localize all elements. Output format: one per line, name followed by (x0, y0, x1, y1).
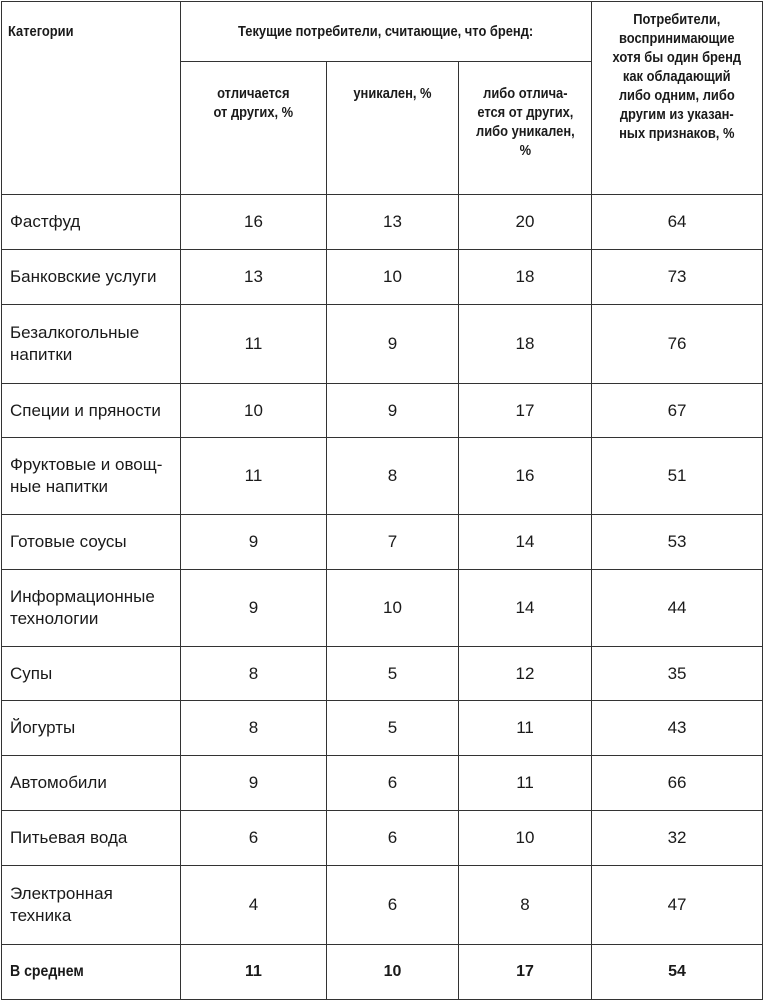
cell-either: 12 (459, 647, 592, 701)
cell-different: 11 (181, 438, 327, 515)
average-category (2, 945, 181, 1000)
cell-different: 9 (181, 570, 327, 647)
row-category (2, 756, 181, 811)
cell-different: 4 (181, 866, 327, 945)
row-category-text: Фастфуд (10, 212, 81, 231)
cell-perceive: 35 (592, 647, 763, 701)
cell-unique: 8 (327, 438, 459, 515)
row-category (2, 305, 181, 384)
header-either-line: ется от других, (476, 104, 574, 121)
cell-either: 11 (459, 756, 592, 811)
header-perceive-line: как обладающий (623, 68, 731, 85)
cell-either: 20 (459, 195, 592, 250)
header-perceive-line: другим из указан- (620, 106, 734, 123)
row-category-text: ные напитки (10, 477, 109, 496)
row-category-text: Электронная (10, 884, 113, 903)
cell-either: 14 (459, 515, 592, 570)
average-category-text: В среднем (10, 963, 84, 980)
header-perceive-line: хотя бы один бренд (612, 49, 742, 66)
table-row (2, 647, 763, 701)
cell-unique: 6 (327, 811, 459, 866)
cell-different: 9 (181, 756, 327, 811)
cell-perceive: 73 (592, 250, 763, 305)
cell-different: 16 (181, 195, 327, 250)
row-category (2, 811, 181, 866)
cell-different: 9 (181, 515, 327, 570)
average-perceive: 54 (592, 945, 763, 1000)
row-category-text: Фруктовые и овощ- (10, 455, 163, 474)
cell-perceive: 53 (592, 515, 763, 570)
brand-perception-table (1, 1, 763, 1000)
table-row (2, 384, 763, 438)
average-row (2, 945, 763, 1000)
table-row (2, 701, 763, 756)
row-category (2, 570, 181, 647)
row-category (2, 384, 181, 438)
header-different-line: от других, % (213, 104, 294, 121)
average-different: 11 (181, 945, 327, 1000)
row-category-text: Безалкогольные (10, 323, 140, 342)
row-category (2, 515, 181, 570)
row-category (2, 438, 181, 515)
row-category-text: Йогурты (10, 718, 76, 737)
cell-perceive: 76 (592, 305, 763, 384)
row-category-text: техника (10, 906, 72, 925)
table-row (2, 570, 763, 647)
row-category-text: технологии (10, 609, 99, 628)
cell-different: 10 (181, 384, 327, 438)
header-either-line: либо уникален, (475, 123, 575, 140)
row-category-text: напитки (10, 345, 73, 364)
row-category-text: Питьевая вода (10, 828, 128, 847)
header-unique (327, 62, 459, 195)
header-different (181, 62, 327, 195)
cell-different: 11 (181, 305, 327, 384)
average-unique: 10 (327, 945, 459, 1000)
table-row (2, 250, 763, 305)
cell-either: 18 (459, 250, 592, 305)
header-perceive (592, 2, 763, 195)
cell-perceive: 32 (592, 811, 763, 866)
cell-unique: 6 (327, 756, 459, 811)
cell-unique: 13 (327, 195, 459, 250)
cell-unique: 10 (327, 570, 459, 647)
header-perceive-line: либо одним, либо (619, 87, 735, 104)
row-category (2, 647, 181, 701)
row-category-text: Информационные (10, 587, 155, 606)
header-perceive-line: Потребители, (633, 11, 721, 28)
cell-unique: 10 (327, 250, 459, 305)
cell-perceive: 66 (592, 756, 763, 811)
table-row (2, 866, 763, 945)
cell-unique: 9 (327, 384, 459, 438)
average-either: 17 (459, 945, 592, 1000)
cell-either: 11 (459, 701, 592, 756)
header-different-line: отличается (217, 85, 290, 102)
table-row (2, 515, 763, 570)
cell-different: 8 (181, 701, 327, 756)
cell-either: 8 (459, 866, 592, 945)
row-category-text: Автомобили (10, 773, 107, 792)
table-row (2, 438, 763, 515)
header-perceive-line: ных признаков, % (619, 125, 735, 142)
header-current-consumers-group (181, 2, 592, 62)
header-group-label: Текущие потребители, считающие, что бренд: (238, 23, 534, 40)
header-perceive-line: воспринимающие (619, 30, 735, 47)
row-category (2, 866, 181, 945)
cell-perceive: 64 (592, 195, 763, 250)
cell-unique: 7 (327, 515, 459, 570)
cell-either: 16 (459, 438, 592, 515)
header-category-label: Категории (8, 23, 74, 40)
header-category (2, 2, 181, 195)
table-row (2, 195, 763, 250)
cell-either: 10 (459, 811, 592, 866)
row-category-text: Супы (10, 663, 53, 683)
row-category-text: Специи и пряности (10, 400, 161, 420)
header-either (459, 62, 592, 195)
header-unique-line: уникален, % (353, 85, 432, 102)
row-category (2, 701, 181, 756)
cell-either: 14 (459, 570, 592, 647)
cell-unique: 6 (327, 866, 459, 945)
cell-perceive: 51 (592, 438, 763, 515)
cell-unique: 5 (327, 647, 459, 701)
row-category-text: Банковские услуги (10, 267, 157, 286)
cell-perceive: 44 (592, 570, 763, 647)
table-row (2, 756, 763, 811)
header-either-line: либо отлича- (482, 85, 568, 102)
cell-unique: 9 (327, 305, 459, 384)
header-either-line: % (519, 142, 531, 159)
cell-perceive: 67 (592, 384, 763, 438)
row-category-text: Готовые соусы (10, 532, 127, 551)
cell-perceive: 47 (592, 866, 763, 945)
cell-either: 17 (459, 384, 592, 438)
table-row (2, 811, 763, 866)
row-category (2, 250, 181, 305)
table-row (2, 305, 763, 384)
cell-different: 13 (181, 250, 327, 305)
cell-unique: 5 (327, 701, 459, 756)
row-category (2, 195, 181, 250)
cell-different: 6 (181, 811, 327, 866)
cell-different: 8 (181, 647, 327, 701)
cell-either: 18 (459, 305, 592, 384)
cell-perceive: 43 (592, 701, 763, 756)
